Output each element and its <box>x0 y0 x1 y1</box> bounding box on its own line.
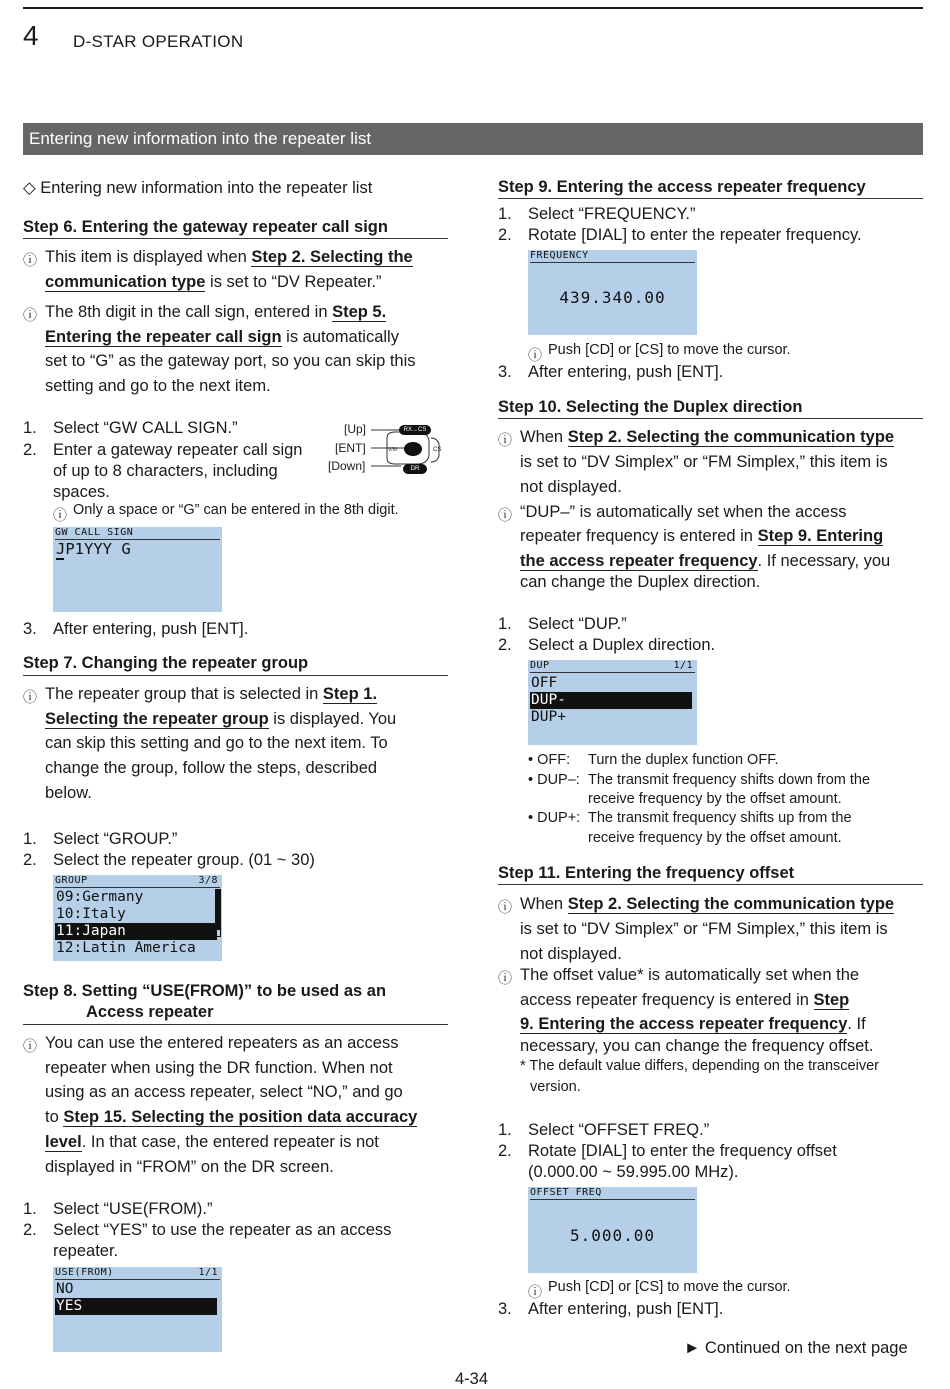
step11-rule <box>498 884 923 885</box>
step9-rule <box>498 198 923 199</box>
info-icon: ⓘ <box>498 507 512 523</box>
chapter-number: 4 <box>23 20 39 51</box>
info-icon: ⓘ <box>23 1038 37 1054</box>
step6-note2-line2: Entering the repeater call sign is automatically <box>45 328 399 346</box>
step9-item1: Select “FREQUENCY.” <box>528 205 696 223</box>
step9-item3: After entering, push [ENT]. <box>528 363 724 381</box>
step6-note1-line1: This item is displayed when Step 2. Selecting the <box>45 248 413 266</box>
list-item-selected: YES <box>55 1298 217 1315</box>
offset-freq-lcd: OFFSET FREQ 5.000.00 <box>528 1187 697 1273</box>
step8-item1: Select “USE(FROM).” <box>53 1200 213 1218</box>
step11-item1: Select “OFFSET FREQ.” <box>528 1121 710 1139</box>
diamond-icon: ◇ <box>23 179 36 197</box>
list-item: DUP+ <box>531 709 566 725</box>
step11-item3: After entering, push [ENT]. <box>528 1300 724 1318</box>
lcd-value: 5.000.00 <box>569 1226 656 1245</box>
step9-item2: Rotate [DIAL] to enter the repeater frequency. <box>528 226 862 244</box>
dr-key: DR <box>403 464 427 474</box>
info-icon: ⓘ <box>528 1284 542 1300</box>
link-step1[interactable]: Step 1. <box>322 685 378 703</box>
page-number: 4-34 <box>455 1370 489 1388</box>
scrollbar <box>215 889 221 937</box>
link-step5[interactable]: Step 5. <box>332 303 387 321</box>
step6-note1-line2: communication type is set to “DV Repeater.” <box>45 273 382 291</box>
list-item: 09:Germany <box>56 889 144 905</box>
list-item: 12:Latin America <box>56 940 196 956</box>
gw-call-sign-lcd: GW CALL SIGN JP1YYY G <box>53 527 222 612</box>
group-lcd: GROUP 3/8 09:Germany 10:Italy 11:Japan 12:Latin America <box>53 875 222 961</box>
dup-lcd: DUP 1/1 OFF DUP- DUP+ <box>528 660 697 745</box>
step6-item2: Enter a gateway repeater call sign <box>53 441 303 459</box>
continued-label: ► Continued on the next page <box>684 1339 908 1357</box>
info-icon: ⓘ <box>53 507 67 523</box>
step8-item2: Select “YES” to use the repeater as an access <box>53 1221 392 1239</box>
info-icon: ⓘ <box>23 252 37 268</box>
list-item-selected: 11:Japan <box>55 923 217 940</box>
info-icon: ⓘ <box>498 432 512 448</box>
step7-rule <box>23 675 448 676</box>
step6-note2-line1: The 8th digit in the call sign, entered in Step 5. <box>45 303 387 321</box>
info-icon: ⓘ <box>23 307 37 323</box>
step10-item2: Select a Duplex direction. <box>528 636 716 654</box>
rx-cs-key: RX→CS <box>399 425 431 435</box>
info-icon: ⓘ <box>528 347 542 363</box>
section-title: Entering new information into the repeater list <box>29 129 372 148</box>
chapter-title: D-STAR OPERATION <box>73 32 244 51</box>
step10-heading: Step 10. Selecting the Duplex direction <box>498 398 803 416</box>
use-from-lcd: USE(FROM) 1/1 NO YES <box>53 1267 222 1352</box>
list-item: 10:Italy <box>56 906 126 922</box>
step6-item3: After entering, push [ENT]. <box>53 620 249 638</box>
step8-heading: Step 8. Setting “USE(FROM)” to be used as an <box>23 982 387 1000</box>
list-item: OFF <box>531 675 558 691</box>
step6-rule <box>23 238 448 239</box>
link-step15[interactable]: Step 15. Selecting the position data accuracy <box>63 1108 418 1126</box>
step11-item2: Rotate [DIAL] to enter the frequency offset <box>528 1142 837 1160</box>
header-rule <box>23 7 923 9</box>
info-icon: ⓘ <box>498 899 512 915</box>
link-step2[interactable]: Step 2. Selecting the <box>251 248 413 266</box>
step9-heading: Step 9. Entering the access repeater frequency <box>498 178 866 196</box>
step6-note2-line3: set to “G” as the gateway port, so you can skip this <box>45 352 416 370</box>
step10-rule <box>498 418 923 419</box>
step7-item1: Select “GROUP.” <box>53 830 178 848</box>
section-banner <box>23 123 923 155</box>
intro-line: ◇ Entering new information into the repeater list <box>23 179 373 197</box>
step6-heading: Step 6. Entering the gateway repeater call sign <box>23 218 388 236</box>
frequency-lcd: FREQUENCY 439.340.00 <box>528 250 697 335</box>
keypad-illustration: [Up] [ENT] [Down] RX→CS DR CS V/M <box>328 422 442 473</box>
cursor-underline <box>56 558 64 560</box>
step6-item1: Select “GW CALL SIGN.” <box>53 419 238 437</box>
step10-item1: Select “DUP.” <box>528 615 627 633</box>
list-item: NO <box>56 1281 74 1297</box>
info-icon: ⓘ <box>23 689 37 705</box>
step6-note2-line4: setting and go to the next item. <box>45 377 271 395</box>
list-item-selected: DUP- <box>530 692 692 709</box>
step8-rule <box>23 1024 448 1025</box>
step7-item2: Select the repeater group. (01 ~ 30) <box>53 851 315 869</box>
lcd-value: JP1YYY G <box>56 540 131 558</box>
step11-heading: Step 11. Entering the frequency offset <box>498 864 795 882</box>
lcd-value: 439.340.00 <box>559 288 666 307</box>
step7-heading: Step 7. Changing the repeater group <box>23 654 309 672</box>
step6-subnote: Only a space or “G” can be entered in the 8th digit. <box>73 502 399 518</box>
info-icon: ⓘ <box>498 970 512 986</box>
